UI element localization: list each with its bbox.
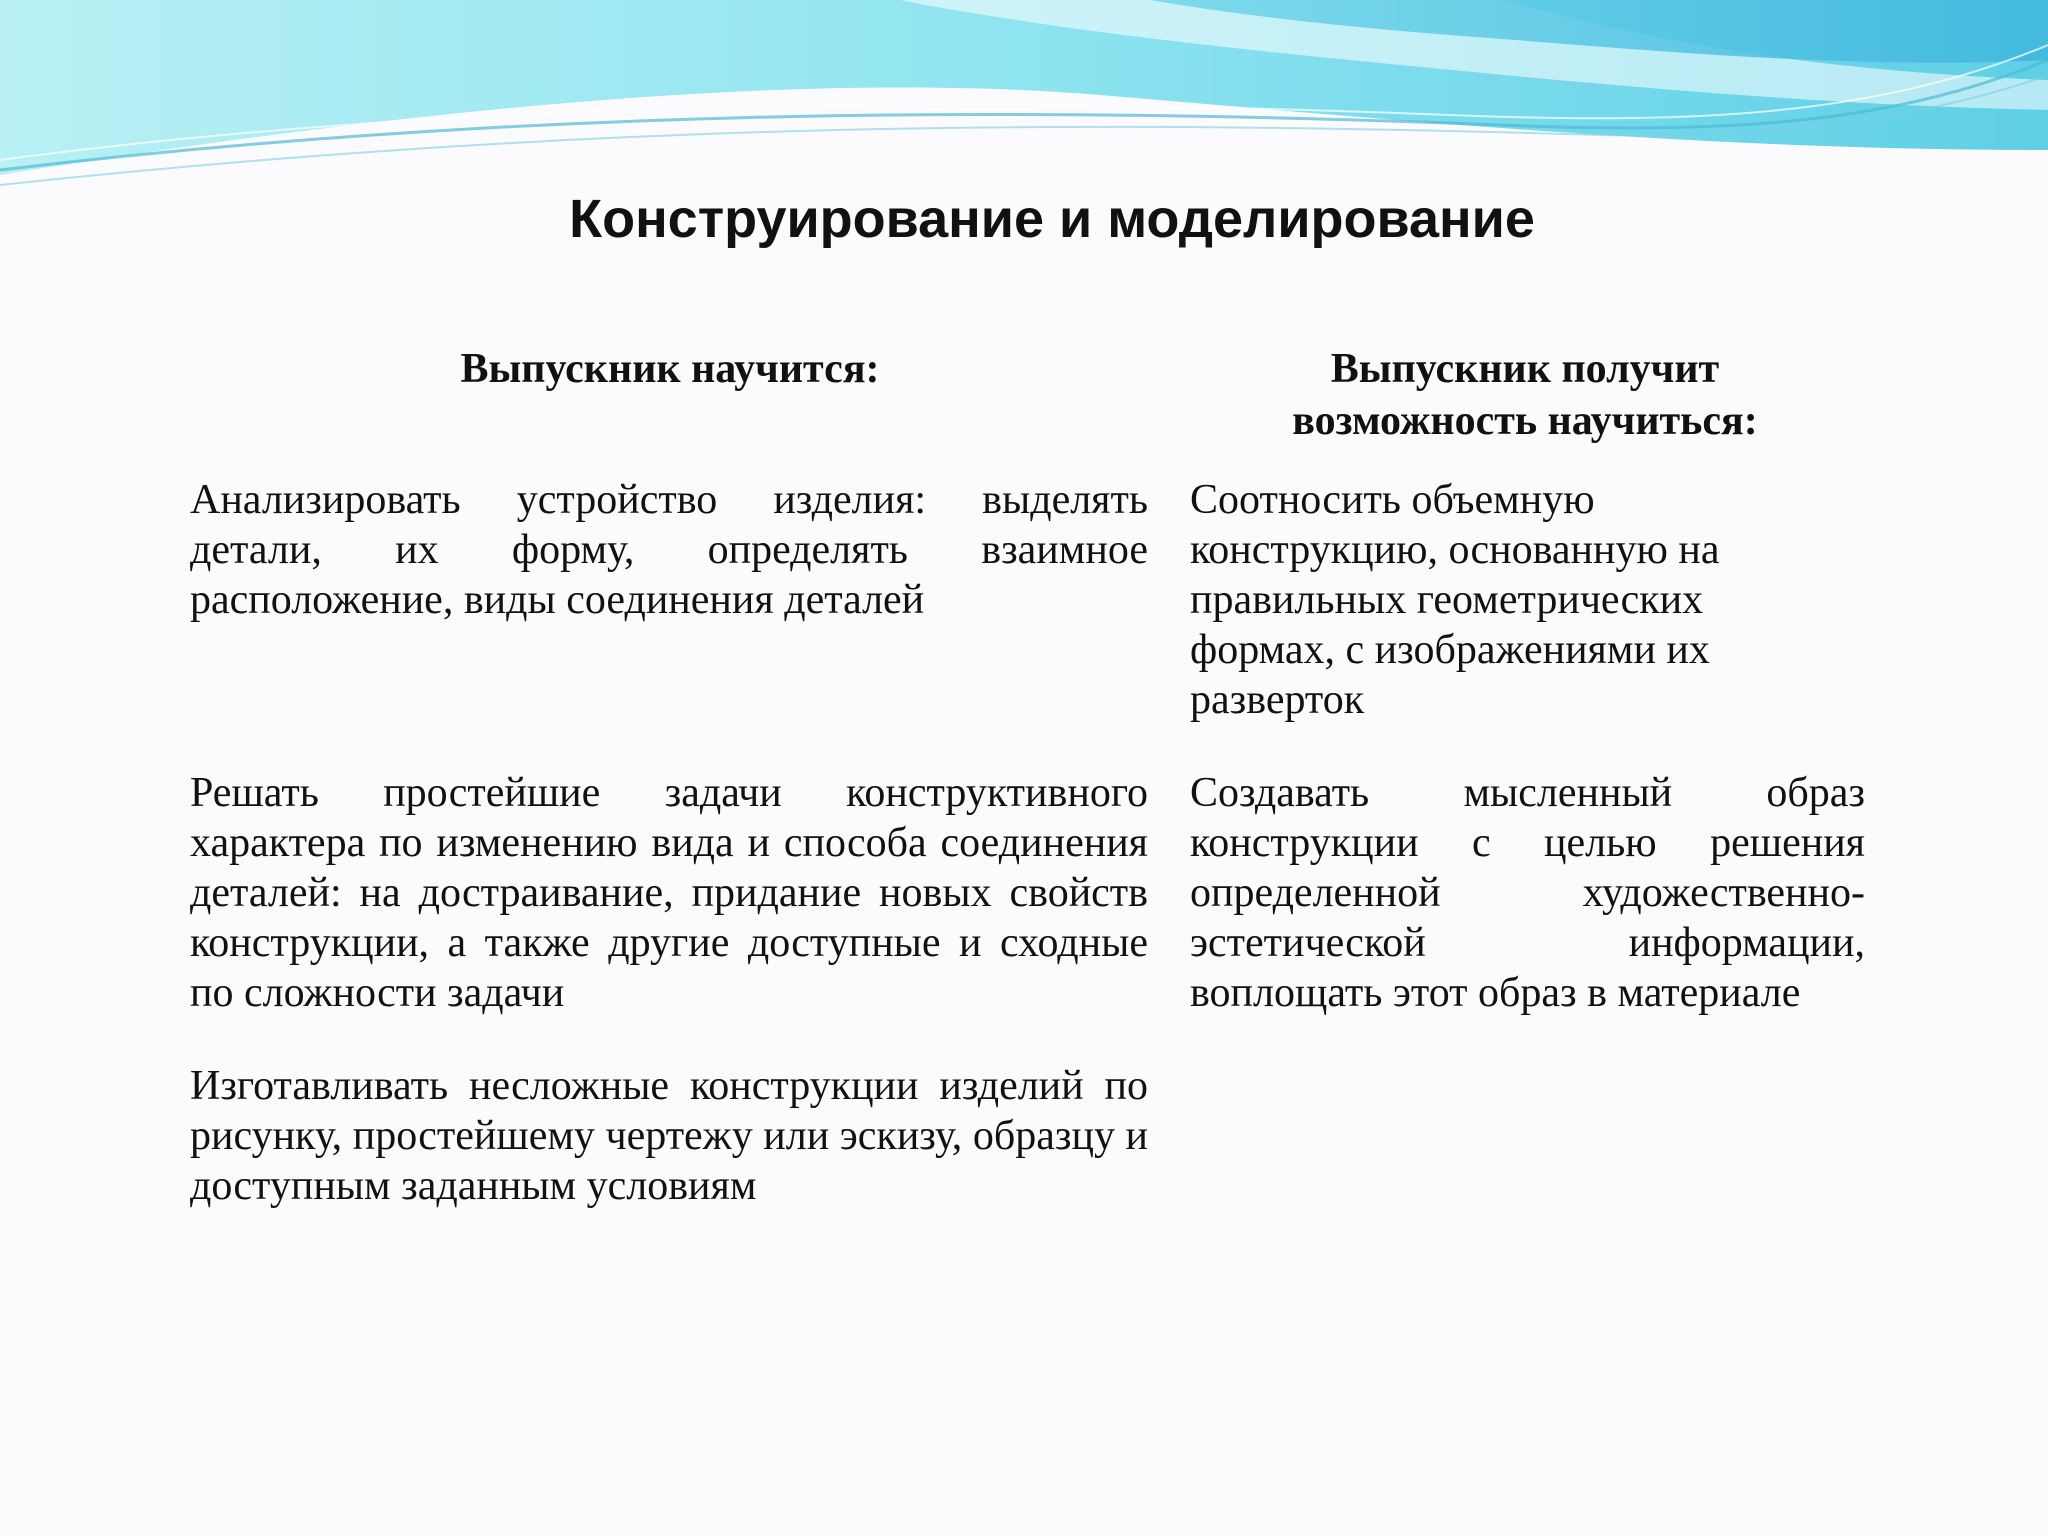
left-item-2: Решать простейшие задачи конструктивного характера по изменению вида и способа соединения деталей: на достраивание, придание новых свойств конструкции, а также другие доступные и сходные по сложности задачи: [190, 770, 1148, 1016]
right-item-2: Создавать мысленный образ конструкции с целью решения определенной художественно-эстетической информации, воплощать этот образ в материале: [1190, 770, 1865, 1016]
right-header-line-1: Выпускник получит: [1330, 346, 1720, 392]
slide-title: Конструирование и моделирование: [569, 189, 1535, 249]
left-item-1: Анализировать устройство изделия: выделять детали, их форму, определять взаимное расположение, виды соединения деталей: [190, 477, 1148, 623]
left-item-3: Изготавливать несложные конструкции изделий по рисунку, простейшему чертежу или эскизу, образцу и доступным заданным условиям: [190, 1063, 1148, 1209]
left-column-header: Выпускник научится:: [460, 346, 880, 392]
right-item-1: Соотносить объемную конструкцию, основанную на правильных геометрических формах, с изображениями их разверток: [1190, 477, 1720, 723]
right-header-line-2: возможность научиться:: [1292, 398, 1758, 444]
right-column-header: [1185, 343, 1865, 447]
